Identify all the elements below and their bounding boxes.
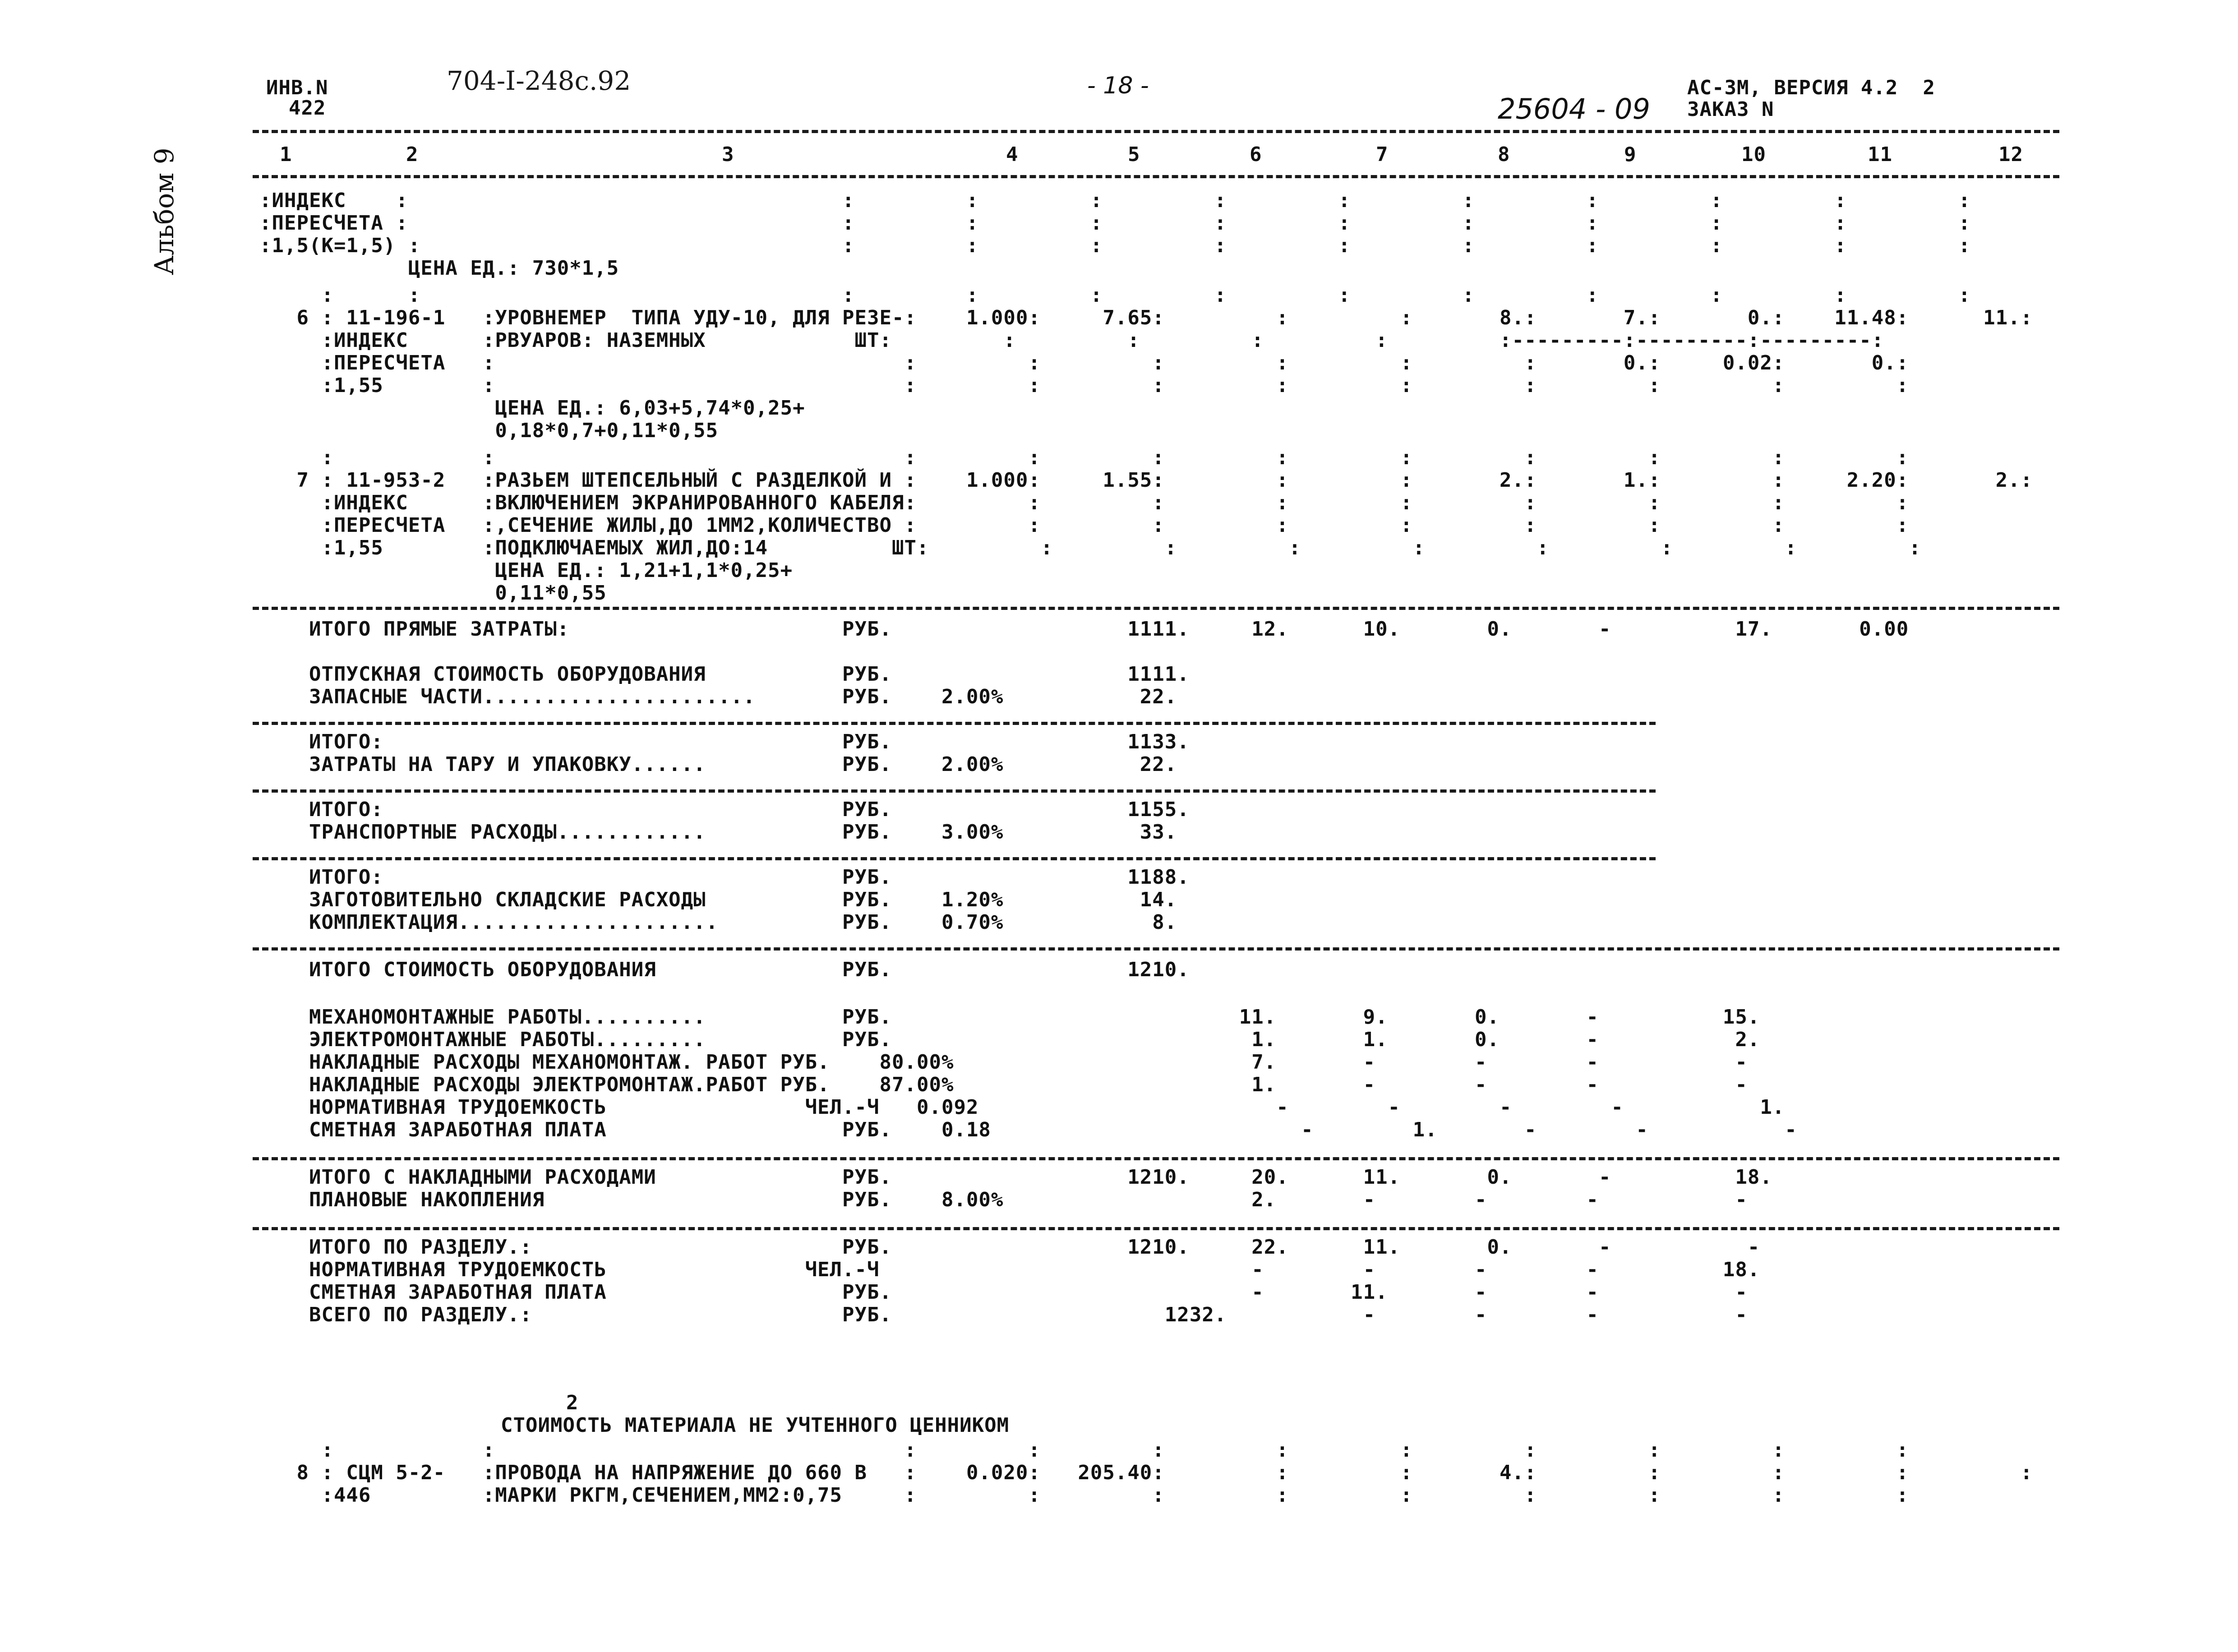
summary-row: СМЕТНАЯ ЗАРАБОТНАЯ ПЛАТА РУБ. 0.18 - 1. - - -	[259, 1118, 1797, 1141]
rule-summary-2	[253, 789, 1656, 793]
summary-row: ИТОГО ПРЯМЫЕ ЗАТРАТЫ: РУБ. 1111. 12. 10. 0. - 17. 0.00	[259, 618, 1909, 641]
table-row: :ИНДЕКС :РВУАРОВ: НАЗЕМНЫХ ШТ: : : : : :---------:---------:---------:	[259, 329, 1884, 352]
summary-row: СМЕТНАЯ ЗАРАБОТНАЯ ПЛАТА РУБ. - 11. - - -	[259, 1281, 1748, 1304]
col-5: 5	[1128, 143, 1140, 166]
summary-row: ЗАГОТОВИТЕЛЬНО СКЛАДСКИЕ РАСХОДЫ РУБ. 1.20% 14.	[259, 888, 1177, 911]
table-row: 6 : 11-196-1 :УРОВНЕМЕР ТИПА УДУ-10, ДЛЯ РЕЗЕ-: 1.000: 7.65: : : 8.: 7.: 0.: 11.48: 11.:	[259, 306, 2033, 329]
summary-row: ОТПУСКНАЯ СТОИМОСТЬ ОБОРУДОВАНИЯ РУБ. 1111.	[259, 663, 1190, 686]
summary-row: НОРМАТИВНАЯ ТРУДОЕМКОСТЬ ЧЕЛ.-Ч 0.092 - - - - 1.	[259, 1096, 1785, 1119]
inventory-value: 422	[289, 97, 326, 120]
rule-summary-5	[253, 1157, 2059, 1160]
section-title: СТОИМОСТЬ МАТЕРИАЛА НЕ УЧТЕННОГО ЦЕННИКОМ	[501, 1414, 1010, 1437]
table-row: : : : : : : : : : : :	[259, 1439, 1909, 1462]
section-number: 2	[566, 1391, 579, 1414]
table-row: 8 : СЦМ 5-2- :ПРОВОДА НА НАПРЯЖЕНИЕ ДО 660 В : 0.020: 205.40: : : 4.: : : : :	[259, 1461, 2033, 1484]
summary-row: ТРАНСПОРТНЫЕ РАСХОДЫ............ РУБ. 3.00% 33.	[259, 821, 1177, 844]
order-label: ЗАКАЗ N	[1687, 98, 1774, 121]
col-6: 6	[1250, 143, 1262, 166]
summary-row: ВСЕГО ПО РАЗДЕЛУ.: РУБ. 1232. - - - -	[259, 1303, 1748, 1326]
rule-summary-4	[253, 947, 2059, 951]
summary-row: ИТОГО С НАКЛАДНЫМИ РАСХОДАМИ РУБ. 1210. 20. 11. 0. - 18.	[259, 1166, 1772, 1189]
col-4: 4	[1006, 143, 1019, 166]
page-number: - 18 -	[1087, 72, 1149, 99]
summary-row: ЭЛЕКТРОМОНТАЖНЫЕ РАБОТЫ......... РУБ. 1. 1. 0. - 2.	[259, 1028, 1760, 1051]
table-row: : : : : : : : : : : :	[259, 446, 1909, 469]
col-10: 10	[1741, 143, 1766, 166]
rule-summary-6	[253, 1227, 2059, 1230]
table-row: :446 :МАРКИ РКГМ,СЕЧЕНИЕМ,ММ2:0,75 : : : : : : : : :	[259, 1484, 1909, 1507]
col-2: 2	[406, 143, 419, 166]
summary-row: ЗАПАСНЫЕ ЧАСТИ...................... РУБ. 2.00% 22.	[259, 685, 1177, 708]
summary-row: НАКЛАДНЫЕ РАСХОДЫ ЭЛЕКТРОМОНТАЖ.РАБОТ РУБ. 87.00% 1. - - - -	[259, 1073, 1748, 1096]
table-row: : : : : : : : : : : : :	[259, 284, 1971, 307]
summary-row: ИТОГО ПО РАЗДЕЛУ.: РУБ. 1210. 22. 11. 0. - -	[259, 1236, 1760, 1259]
col-11: 11	[1868, 143, 1892, 166]
col-3: 3	[722, 143, 734, 166]
col-12: 12	[1998, 143, 2023, 166]
summary-row: МЕХАНОМОНТАЖНЫЕ РАБОТЫ.......... РУБ. 11. 9. 0. - 15.	[259, 1006, 1760, 1029]
table-row: :ИНДЕКС :ВКЛЮЧЕНИЕМ ЭКРАНИРОВАННОГО КАБЕЛЯ: : : : : : : : :	[259, 491, 1909, 514]
col-8: 8	[1498, 143, 1510, 166]
program-version: АС-3М, ВЕРСИЯ 4.2 2	[1687, 76, 1935, 99]
rule-header-bottom	[253, 175, 2059, 178]
table-row: ЦЕНА ЕД.: 1,21+1,1*0,25+	[259, 559, 793, 582]
table-row: ЦЕНА ЕД.: 730*1,5	[259, 257, 619, 280]
document-code: 704-I-248с.92	[447, 65, 631, 96]
order-number: 25604 - 09	[1498, 92, 1650, 125]
summary-row: ИТОГО: РУБ. 1155.	[259, 798, 1190, 821]
summary-row: ЗАТРАТЫ НА ТАРУ И УПАКОВКУ...... РУБ. 2.00% 22.	[259, 753, 1177, 776]
summary-row: ИТОГО: РУБ. 1133.	[259, 730, 1190, 753]
summary-row: ИТОГО СТОИМОСТЬ ОБОРУДОВАНИЯ РУБ. 1210.	[259, 958, 1190, 981]
summary-row: НОРМАТИВНАЯ ТРУДОЕМКОСТЬ ЧЕЛ.-Ч - - - - 18.	[259, 1258, 1760, 1281]
album-label: Альбом 9	[149, 148, 180, 275]
rule-top	[253, 130, 2059, 133]
table-row: :ИНДЕКС : : : : : : : : : : :	[259, 189, 1971, 212]
rule-summary-1	[253, 722, 1656, 725]
table-row: :ПЕРЕСЧЕТА : : : : : : : : : : :	[259, 212, 1971, 235]
table-row: :1,55 : : : : : : : : : :	[259, 374, 1909, 397]
table-row: :ПЕРЕСЧЕТА :,СЕЧЕНИЕ ЖИЛЫ,ДО 1ММ2,КОЛИЧЕСТВО : : : : : : : : :	[259, 514, 1909, 537]
table-row: 7 : 11-953-2 :РАЗЬЕМ ШТЕПСЕЛЬНЫЙ С РАЗДЕЛКОЙ И : 1.000: 1.55: : : 2.: 1.: : 2.20: 2.:	[259, 469, 2033, 492]
col-9: 9	[1624, 143, 1637, 166]
table-row: :ПЕРЕСЧЕТА : : : : : : : 0.: 0.02: 0.:	[259, 351, 1909, 374]
column-header	[253, 143, 2059, 171]
rule-direct-costs	[253, 607, 2059, 610]
summary-row: ПЛАНОВЫЕ НАКОПЛЕНИЯ РУБ. 8.00% 2. - - - -	[259, 1188, 1748, 1211]
table-row: :1,5(К=1,5) : : : : : : : : : : :	[259, 234, 1971, 257]
col-1: 1	[280, 143, 292, 166]
rule-summary-3	[253, 857, 1656, 860]
table-row: 0,18*0,7+0,11*0,55	[259, 419, 719, 442]
summary-row: ИТОГО: РУБ. 1188.	[259, 866, 1190, 889]
summary-row: КОМПЛЕКТАЦИЯ..................... РУБ. 0.70% 8.	[259, 911, 1177, 934]
table-row: ЦЕНА ЕД.: 6,03+5,74*0,25+	[259, 397, 805, 420]
table-row: 0,11*0,55	[259, 581, 607, 605]
inventory-label: ИНВ.N	[266, 76, 328, 99]
table-row: :1,55 :ПОДКЛЮЧАЕМЫХ ЖИЛ,ДО:14 ШТ: : : : : : : : :	[259, 536, 1921, 559]
col-7: 7	[1376, 143, 1389, 166]
summary-row: НАКЛАДНЫЕ РАСХОДЫ МЕХАНОМОНТАЖ. РАБОТ РУБ. 80.00% 7. - - - -	[259, 1051, 1748, 1074]
